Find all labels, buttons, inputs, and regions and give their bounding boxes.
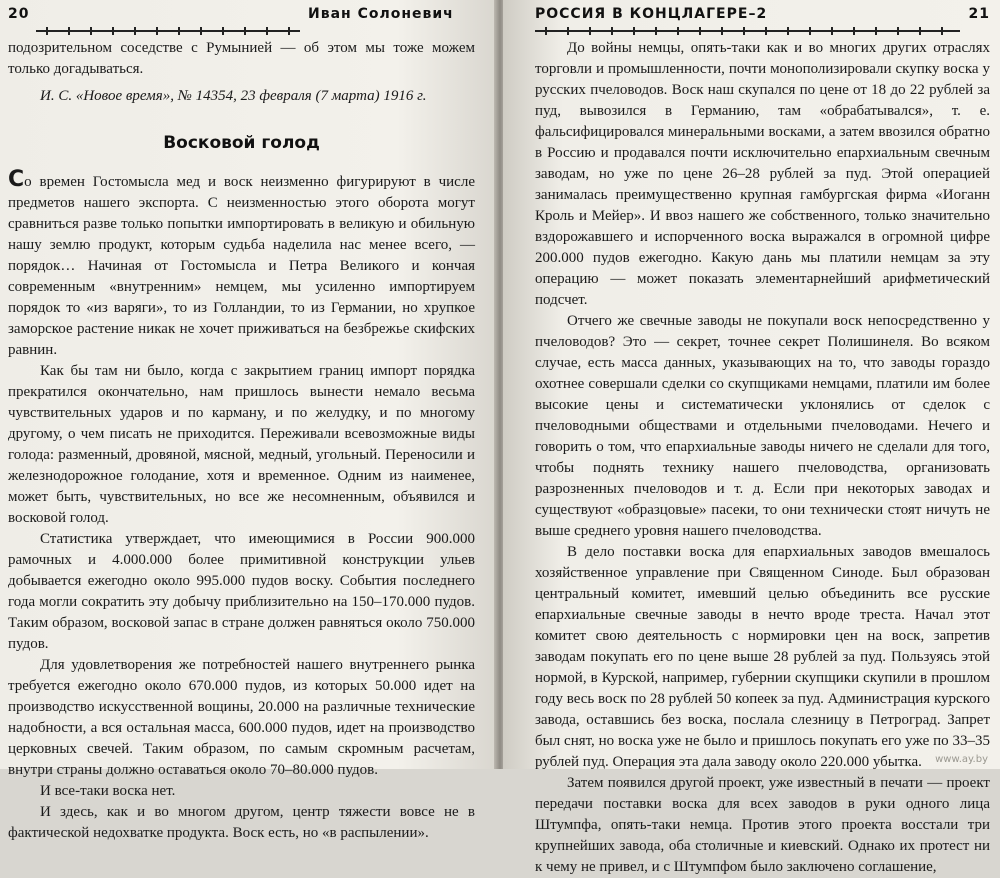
- left-paragraph: Как бы там ни было, когда с закрытием границ импорт порядка прекратился окончательно, нам пришлось вынести немало весьма чувствительных ударов и по карману, и по желудку, и по многому другому, о чем писать не приходится. Переживали всевозможные виды голода: разменный, дровяной, мясной, медный, угольный. Переносили и железнодорожное голодание, хотя и временное. Одним из наименее, может быть, чувствительных, но все же несомненным, объявился и восковой голод.: [8, 363, 475, 526]
- left-page: [0, 0, 497, 841]
- drop-cap: С: [8, 167, 25, 192]
- right-paragraph: В дело поставки воска для епархиальных заводов вмешалось хозяйственное управление при Священном Синоде. Был образован центральный комитет, имевший целью объединить все русские епархиальные свечные заводы в нечто вроде треста. Начал этот комитет свою деятельность с нормировки цен на воск, запретив заводам покупать его по цене выше 28 рублей за пуд. Пользуясь этой нормой, в Курской, например, губернии скупщики скупили в прошлом году весь воск по 28 рублей 50 копеек за пуд. Администрация курского завода, оставшись без воска, послала слезницу в Петроград. Запрет был снят, но воска уже не было и пришлось покупать его уже по 33–35 рублей пуд. Операция эта дала заводу около 220.000 убытка.: [535, 544, 990, 770]
- first-paragraph-text: о времен Гостомысла мед и воск неизменно фигурируют в числе предметов нашего экспорта. С неизменностью этого оборота могут сравниться разве только попытки импортировать в великую и обильную нашу землю продукт, которым судьба наделила нас менее всего, — порядок… Начиная от Гостомысла и Петра Великого и кончая современным «внутренним» немцем, мы усиленно импортируем порядок то «из варяги», то из Голландии, то из Германии, но хрупкое заморское растение никак не хочет приживаться на безбрежье скифских равнин.: [8, 174, 475, 358]
- barbed-wire-rule: [36, 30, 300, 32]
- left-paragraph: [8, 167, 475, 361]
- right-page-number: 21: [968, 6, 990, 22]
- right-paragraph: До войны немцы, опять-таки как и во многих других отраслях торговли и промышленности, почти монополизировали скупку воска у русских пчеловодов. Воск наш скупался по цене от 18 до 22 рублей за пуд, вывозился в Германию, там «обрабатывался», т. е. фальсифицировался минеральными восками, а затем ввозился обратно в Россию и продавался почти исключительно епархиальным свечным заводам, но уже по цене 26–28 рублей за пуд. Этой операцией занималась преимущественно крупная гамбургская фирма «Иоганн Кроль и Мейер». И ввоз нашего же собственного, только значительно вздорожавшего и испорченного воска выражался в огромной цифре 200.000 пудов ежегодно. Какую дань мы платили немцам за эту операцию — может показать элементарнейший арифметический подсчет.: [535, 40, 990, 308]
- citation: И. С. «Новое время», № 14354, 23 февраля (7 марта) 1916 г.: [40, 88, 427, 104]
- left-paragraph: И здесь, как и во многом другом, центр тяжести вовсе не в фактической недохватке продукта. Воск есть, но «в распылении».: [8, 804, 475, 841]
- left-running-title: Иван Солоневич: [308, 6, 454, 22]
- left-text-block: [8, 38, 475, 844]
- right-running-head: [535, 0, 990, 38]
- left-paragraph: Статистика утверждает, что имеющимися в России 900.000 рамочных и 4.000.000 более примитивной конструкции ульев добывается ежегодно около 995.000 пудов воску. События последнего года могли сократить эту добычу приблизительно на 150–170.000 пудов. Таким образом, восковой запас в стране должен равняться около 750.000 пудов.: [8, 531, 475, 652]
- right-paragraph: Затем появился другой проект, уже известный в печати — проект передачи поставки воска для всех заводов в руки одного лица Штумпфа, опять-таки немца. Против этого проекта восстали три крупнейших завода, оба столичные и киевский. Однако их протест ни к чему не привел, и с Штумпфом было заключено соглашение,: [535, 775, 990, 875]
- right-running-title: РОССИЯ В КОНЦЛАГЕРЕ–2: [535, 6, 768, 22]
- left-paragraph: Для удовлетворения же потребностей нашего внутреннего рынка требуется ежегодно около 670.000 пудов, из которых 50.000 идет на производство искусственной вощины, 20.000 на различные технические надобности, а вся остальная масса, 600.000 пудов, идет на производство церковных свечей. Таким образом, по самым скромным расчетам, внутри страны должно оставаться около 70–80.000 пудов.: [8, 657, 475, 778]
- chapter-heading: Восковой голод: [163, 133, 320, 153]
- right-text-block: [535, 38, 990, 878]
- left-page-number: 20: [8, 6, 30, 22]
- watermark: www.ay.by: [935, 754, 988, 765]
- right-page: [503, 0, 1000, 875]
- barbed-wire-rule: [535, 30, 960, 32]
- left-paragraph: И все-таки воска нет.: [40, 783, 176, 799]
- left-running-head: [8, 0, 475, 38]
- left-paragraph: подозрительном соседстве с Румынией — об этом мы тоже можем только догадываться.: [8, 40, 475, 77]
- right-paragraph: Отчего же свечные заводы не покупали воск непосредственно у пчеловодов? Это — секрет, точнее секрет Полишинеля. Во всяком случае, есть масса данных, указывающих на то, что заводы гораздо охотнее совершали сделки со скупщиками немцами, платили им более высокие цены и систематически уклонялись от сделок с пчеловодными обществами и отдельными пчеловодами. Нечего и говорить о том, что епархиальные заводы ничего не сделали для того, чтобы поднять технику нашего пчеловодства, организовать разрозненных пчеловодов и т. д. Если при некоторых заводах и существуют «образцовые» пасеки, то они технически стоят ничуть не выше среднего уровня нашего пчеловодства.: [535, 313, 990, 539]
